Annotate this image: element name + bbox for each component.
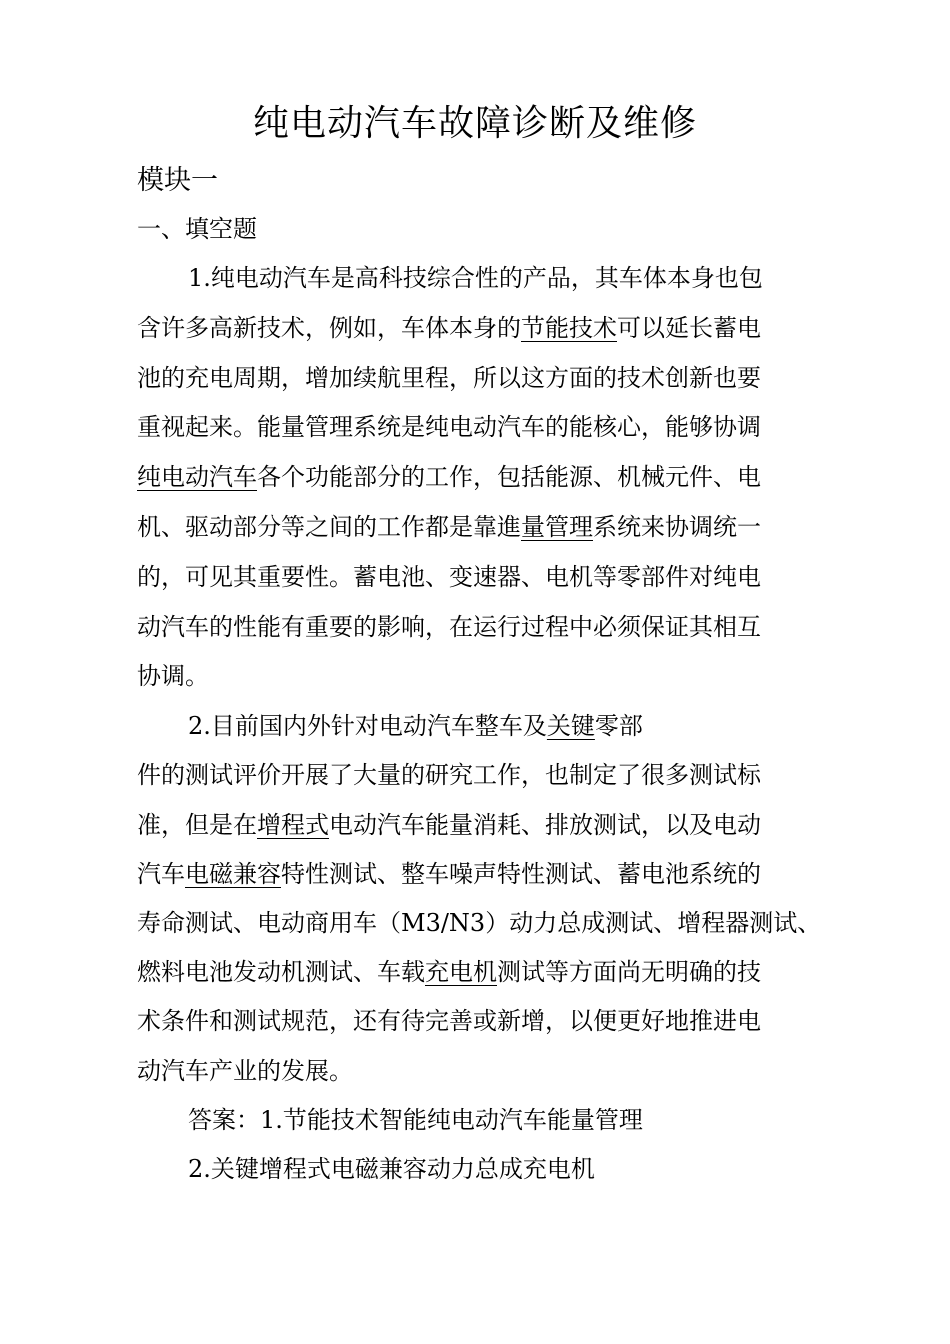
q1-line-1: 1.纯电动汽车是高科技综合性的产品，其车体本身也包 [188,264,763,292]
text-fragment: 测试等方面尚无明确的技 [497,958,761,986]
text-fragment: 含许多高新技术，例如，车体本身的 [137,314,521,342]
document-title: 纯电动汽车故障诊断及维修 [252,103,697,144]
answer-blank: 增程式 [257,811,329,839]
answer-blank: 电磁兼容 [185,860,281,888]
answer-blank: 纯电动汽车 [137,463,257,491]
q2-line-6 [137,955,761,989]
q2-line-3 [137,808,761,842]
q2-line-8: 动汽车产业的发展。 [137,1057,353,1085]
section-heading: 一、填空题 [137,215,257,243]
text-fragment: 可以延长蓄电 [617,314,761,342]
text-fragment: 2.目前国内外针对电动汽车整车及 [188,712,547,740]
q1-line-3: 池的充电周期，增加续航里程，所以这方面的技术创新也要 [137,364,761,392]
q2-line-5: 寿命测试、电动商用车（M3/N3）动力总成测试、增程器测试、 [137,909,822,937]
text-fragment: 燃料电池发动机测试、车载 [137,958,425,986]
text-fragment: 汽车 [137,860,185,888]
text-fragment: 机、驱动部分等之间的工作都是靠進 [137,513,521,541]
q1-line-5 [137,460,761,494]
q1-line-4: 重视起来。能量管理系统是纯电动汽车的能核心，能够协调 [137,413,761,441]
answer-blank: 量管理 [521,513,593,541]
answer-blank: 充电机 [425,958,497,986]
text-fragment: 电动汽车能量消耗、排放测试，以及电动 [329,811,761,839]
q2-line-1 [188,709,643,743]
text-fragment: 特性测试、整车噪声特性测试、蓄电池系统的 [281,860,761,888]
answer-line-2: 2.关键增程式电磁兼容动力总成充电机 [188,1155,595,1183]
q1-line-8: 动汽车的性能有重要的影响，在运行过程中必须保证其相互 [137,613,761,641]
q1-line-6 [137,510,761,544]
answer-blank: 关键 [546,712,595,740]
q1-line-7: 的，可见其重要性。蓄电池、变速器、电机等零部件对纯电 [137,563,761,591]
answer-blank: 节能技术 [521,314,617,342]
q2-line-7: 术条件和测试规范，还有待完善或新增，以便更好地推进电 [137,1007,761,1035]
q2-line-4 [137,857,761,891]
answer-line-1: 答案：1.节能技术智能纯电动汽车能量管理 [188,1106,643,1134]
text-fragment: 准，但是在 [137,811,257,839]
text-fragment: 零部 [594,712,643,740]
q2-line-2: 件的测试评价开展了大量的研究工作，也制定了很多测试标 [137,761,761,789]
q1-line-2 [137,311,761,345]
text-fragment: 各个功能部分的工作，包括能源、机械元件、电 [257,463,761,491]
text-fragment: 系统来协调统一 [593,513,761,541]
q1-line-9: 协调。 [137,662,209,690]
module-heading: 模块一 [137,165,218,196]
